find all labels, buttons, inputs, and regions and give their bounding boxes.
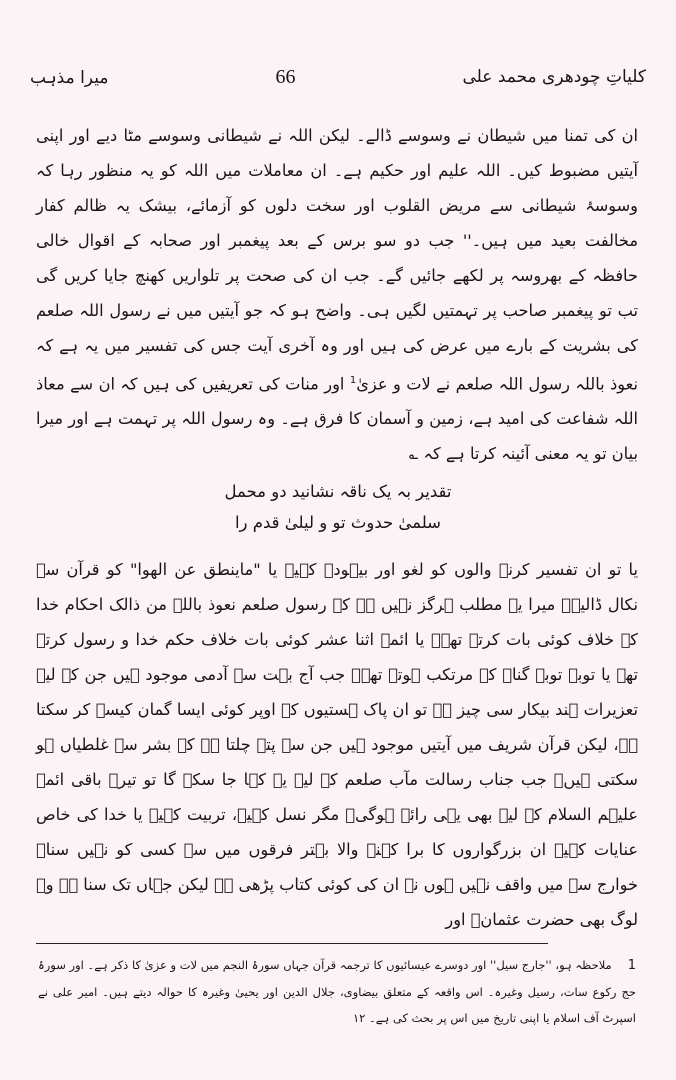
verse-line-2: سلمیٰ حدوث تو و لیلیٰ قدم را — [234, 513, 442, 532]
main-paragraph-1 — [36, 118, 638, 471]
verse-line-1: تقدیر بہ یک ناقہ نشانید دو محمل — [224, 482, 452, 501]
running-header — [30, 62, 646, 92]
footnote-text: ملاحظہ ہو، ''جارج سیل'' اور دوسرے عیسائیوں کا ترجمہ قرآن جہاں سورۂ النجم میں لات و عزیٰ کا ذکر ہے۔ اور سورۂ حج رکوع سات، رسیل وغیرہ۔ اس واقعہ کے متعلق بیضاوی، جلال الدین اور یحییٰ وغیرہ کا حوالہ دیتے ہیں۔ امیر علی نے اسپرٹ آف اسلام یا اپنی تاریخ میں اس پر بحث کی ہے۔ ۱۲ — [38, 958, 636, 1025]
footnote-divider — [36, 943, 548, 944]
paragraph-1-text: ان کی تمنا میں شیطان نے وسوسے ڈالے۔ لیکن اللہ نے شیطانی وسوسے مٹا دیے اور اپنی آیتیں مضبوط کیں۔ اللہ علیم اور حکیم ہے۔ ان معاملات میں اللہ کو یہ منظور رہا کہ وسوسۂ شیطانی سے مریض القلوب اور سخت دلوں کو آزمائے، بیشک یہ ظالم کفار مخالفت بعید میں ہیں۔'' جب دو سو برس کے بعد پیغمبر اور صحابہ کے اقوال خالی حافظہ کے بھروسہ پر لکھے جائیں گے۔ جب ان کی صحت پر تلواریں کھنچ جایا کریں گی تب تو پیغمبر صاحب پر تہمتیں لگیں ہی۔ واضح ہو کہ جو آیتیں میں نے رسول اللہ صلعم کی بشریت کے بارے میں عرض کی ہیں اور وہ آخری آیت جس کی تفسیر میں یہ ہے کہ نعوذ باللہ رسول اللہ صلعم نے لات و عزیٰ — [36, 126, 638, 394]
main-paragraph-2 — [36, 552, 638, 937]
header-chapter-title: میرا مذہب — [30, 67, 109, 88]
page-number: 66 — [275, 65, 296, 88]
persian-verse — [0, 476, 676, 538]
header-book-title: کلیاتِ چودھری محمد علی — [462, 67, 646, 87]
footnote-reference: 1 — [349, 375, 357, 386]
paragraph-1-end: اور منات کی تعریفیں کی ہیں کہ ان سے معاذ اللہ شفاعت کی امید ہے، زمین و آسمان کا فرق ہے۔ وہ رسول اللہ پر تہمت ہے اور میرا بیان تو یہ معنی آئینہ کرتا ہے کہ ؎ — [36, 374, 638, 464]
paragraph-2-text: یا تو ان تفسیر کرنے والوں کو لغو اور بیہودہ کہیے یا "ماینطق عن الھوا" کو قرآن سے نکال ڈالیے۔ میرا یہ مطلب ہرگز نہیں ہے کہ رسول صلعم نعوذ باللہ من ذالک احکام خدا کے خلاف کوئی بات کرتے تھے۔ یا ائمہ اثنا عشر کوئی بات خلاف حکم خدا و رسول کرتے تھے یا توبہ توبہ گناہ کے مرتکب ہوتے تھے۔ جب آج بہت سے آدمی موجود ہیں جن کے لیے تعزیرات ہند بیکار سی چیز ہے تو ان پاک ہستیوں کے اوپر کوئی ایسا گمان کیسے کر سکتا ہے، لیکن قرآن شریف میں آیتیں موجود ہیں جن سے پتہ چلتا ہے کہ بشر سے غلطیاں ہو سکتی ہیں۔ جب جناب رسالت مآب صلعم کے لیے یہ کہا جا سکے گا تو تیرہ باقی ائمہ علیہم السلام کے لیے بھی یہی رائے ہوگی۔ مگر نسل کہیے، تربیت کہیے یا خدا کی خاص عنایات کہیے ان بزرگواروں کا برا کہنے والا بہتر فرقوں میں سے کسی کو نہیں سنا۔ خوارج سے میں واقف نہیں ہوں نہ ان کی کوئی کتاب پڑھی ہے لیکن جہاں تک سنا ہے وہ لوگ بھی حضرت عثمانؓ اور — [36, 560, 638, 929]
footnote — [38, 952, 636, 1031]
footnote-number: 1 — [627, 958, 636, 973]
